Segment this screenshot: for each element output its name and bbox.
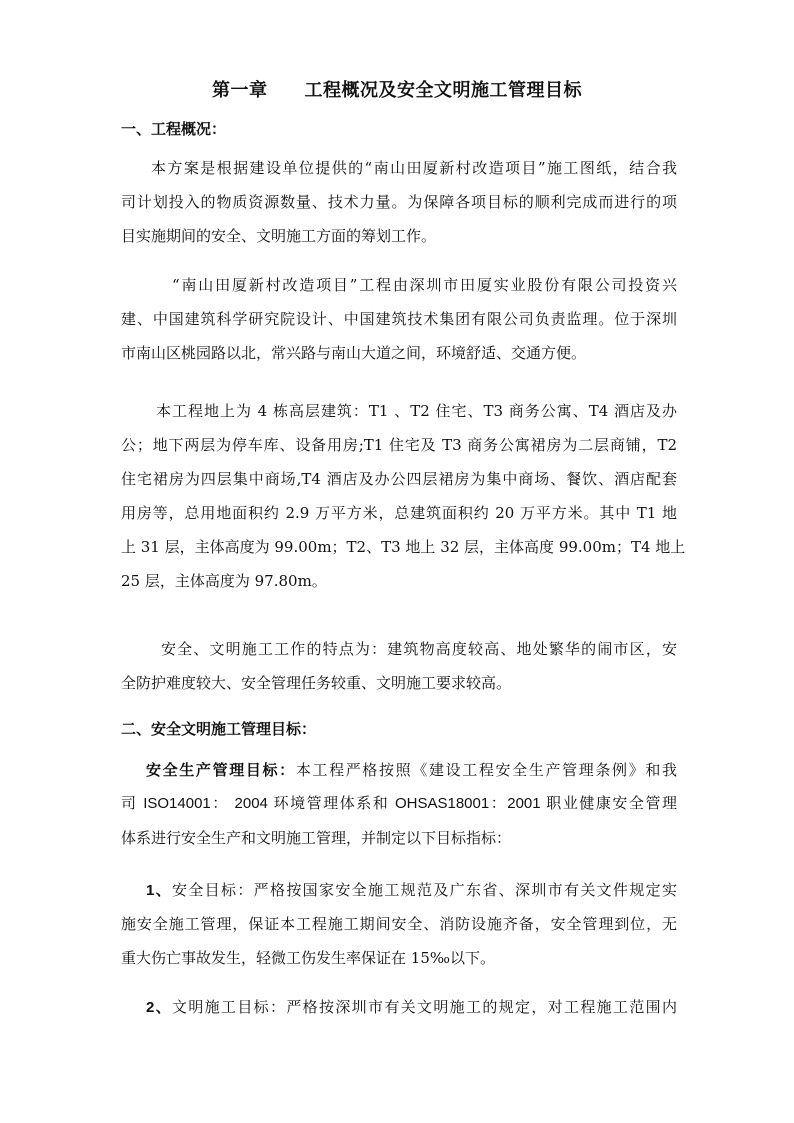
text-line: 目实施期间的安全、文明施工方面的筹划工作。 [121,227,437,245]
text-line: 司计划投入的物质资源数量、技术力量。为保障各项目标的顺利完成而进行的项 [121,193,677,211]
section-heading-goals: 二、安全文明施工管理目标： [121,720,317,738]
safety-goal-text: 本工程严格按照《建设工程安全生产管理条例》和我 [295,761,677,779]
text-line: 安全、文明施工工作的特点为：建筑物高度较高、地处繁华的闹市区，安 [161,640,677,658]
text-line: 建、中国建筑科学研究院设计、中国建筑技术集团有限公司负责监理。位于深圳 [121,310,677,328]
text-line: 体系进行安全生产和文明施工管理，并制定以下目标指标： [121,829,512,847]
safety-goal-label: 安全生产管理目标： [146,761,296,779]
text-line: 用房等，总用地面积约 2.9 万平方米，总建筑面积约 20 万平方米。其中 T1 地 [121,504,677,522]
paragraph-overview-4 [121,632,677,700]
section-heading-overview: 一、工程概况： [121,120,227,138]
list-item-safety-target [121,873,677,975]
list-item-text: 安全目标：严格按国家安全施工规范及广东省、深圳市有关文件规定实 [172,881,677,899]
text-line [121,753,677,787]
text-line: 本工程地上为 4 栋高层建筑：T1 、T2 住宅、T3 商务公寓、T4 酒店及办 [156,402,677,420]
list-item-civilized-target [121,990,677,1024]
list-item-number: 2、 [146,999,173,1016]
paragraph-overview-2 [121,268,677,370]
text-line: 市南山区桃园路以北，常兴路与南山大道之间，环境舒适、交通方便。 [121,344,587,362]
paragraph-safety-goal [121,753,677,855]
text-line: “南山田厦新村改造项目”工程由深圳市田厦实业股份有限公司投资兴 [172,276,677,294]
text-line [121,873,677,907]
list-item-number: 1、 [146,882,173,899]
text-line: 重大伤亡事故发生，轻微工伤发生率保证在 15‰以下。 [121,949,495,967]
list-item-text: 文明施工目标：严格按深圳市有关文明施工的规定，对工程施工范围内 [172,998,677,1016]
text-line: 本方案是根据建设单位提供的“南山田厦新村改造项目”施工图纸，结合我 [151,159,677,177]
chapter-title: 第一章 工程概况及安全文明施工管理目标 [212,80,582,101]
text-line: 施安全施工管理，保证本工程施工期间安全、消防设施齐备，安全管理到位，无 [121,915,677,933]
text-line: 上 31 层，主体高度为 99.00m；T2、T3 地上 32 层，主体高度 99.00m；T4 地上 [121,538,686,556]
text-line: 全防护难度较大、安全管理任务较重、文明施工要求较高。 [121,674,512,692]
text-line: 公；地下两层为停车库、设备用房;T1 住宅及 T3 商务公寓裙房为二层商铺，T2 [121,436,677,454]
text-line: 司 ISO14001： 2004 环境管理体系和 OHSAS18001：2001 职业健康安全管理 [121,795,677,812]
text-line: 25 层，主体高度为 97.80m。 [121,572,327,590]
paragraph-overview-1 [121,151,677,253]
text-line [121,990,677,1024]
paragraph-overview-3 [121,394,686,598]
text-line: 住宅裙房为四层集中商场,T4 酒店及办公四层裙房为集中商场、餐饮、酒店配套 [121,470,677,488]
